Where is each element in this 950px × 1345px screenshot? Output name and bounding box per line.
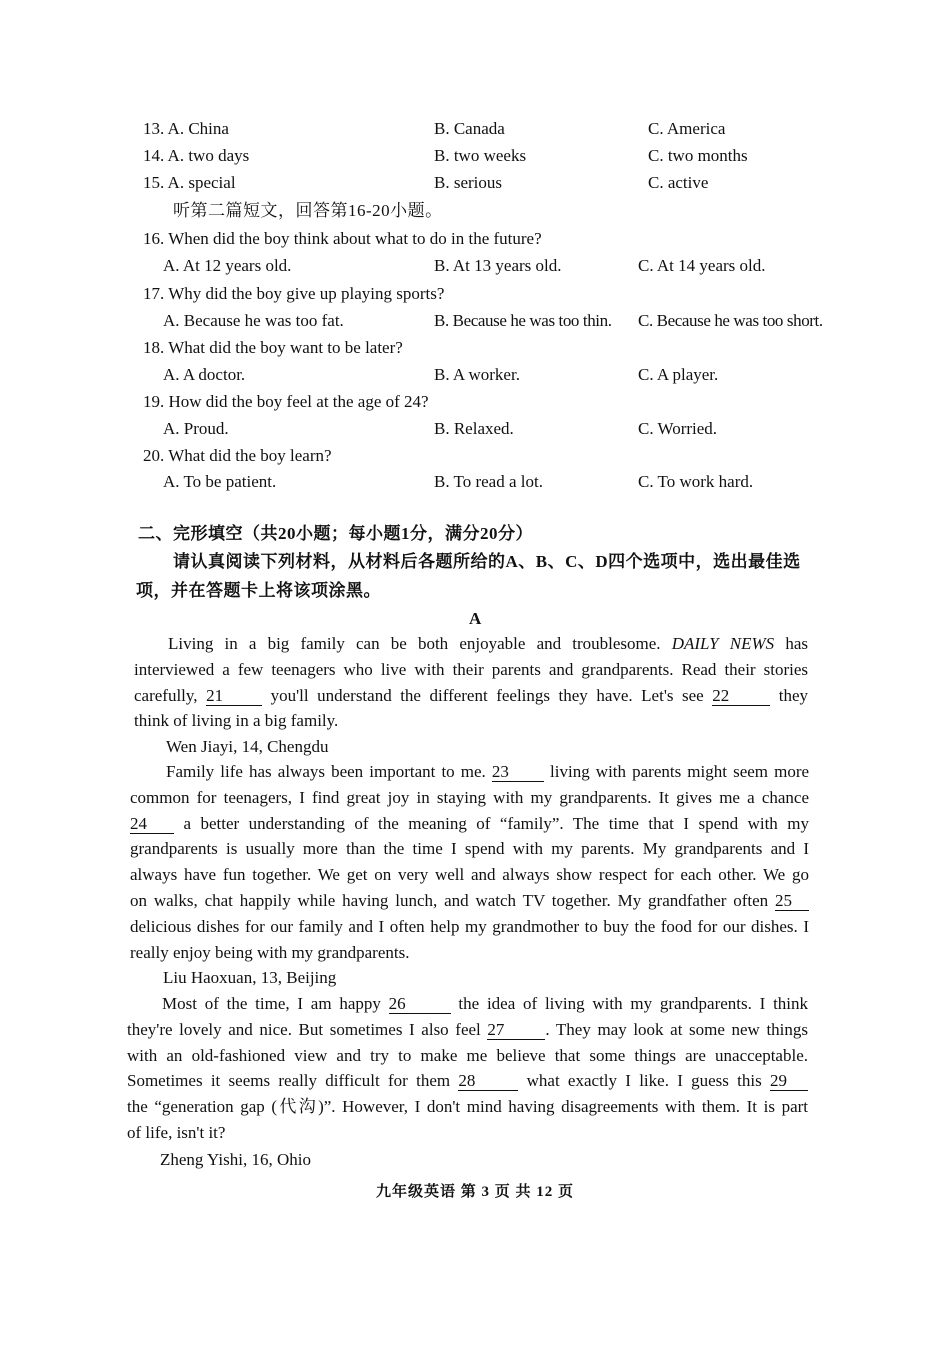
passage-intro [134,631,808,734]
option-a: A. At 12 years old. [163,256,292,275]
option-b: B. At 13 years old. [434,256,562,275]
option-c: C. Worried. [638,419,718,438]
interviewee-name-3: Zheng Yishi, 16, Ohio [160,1150,311,1169]
blank-27[interactable]: 27 [487,1021,545,1040]
paragraph-liu-haoxuan [127,991,808,1146]
text: the idea of living with my grandparents. I think [458,994,809,1013]
blank-28[interactable]: 28 [458,1072,518,1091]
p1-line-7: delicious dishes for our family and I often help my grandmother to buy the food for our dishes. I [130,916,809,936]
option-a: 14. A. two days [143,146,250,165]
question-14 [0,143,950,169]
question-16-options [0,253,950,279]
p1-line-4: grandparents is usually more than the time I spend with my parents. My grandparents and I [130,839,809,859]
p2-line-6: of life, isn't it? [127,1122,226,1142]
blank-23[interactable]: 23 [492,763,544,782]
intro-line-4: think of living in a big family. [134,711,339,731]
p1-line-2: common for teenagers, I find great joy in staying with my grandparents. It gives me a chance [130,787,809,807]
p1-line-3 [130,811,809,837]
option-b: B. serious [434,173,502,192]
text: carefully, [134,685,198,705]
option-b: B. two weeks [434,146,527,165]
option-b: B. Relaxed. [434,419,514,438]
p1-line-5: always have fun together. We get on very well and always show respect for each other. We go [130,865,809,885]
p1-line-1 [130,759,809,785]
text: Living in a big family can be both enjoyable and troublesome. [168,634,661,653]
text: what exactly I like. I guess this [526,1071,762,1091]
option-b: B. To read a lot. [434,472,543,491]
text: living with parents might seem more [550,762,810,781]
option-b: B. Because he was too thin. [434,311,612,330]
newspaper-title: DAILY NEWS [671,634,775,653]
interviewee-name-1: Wen Jiayi, 14, Chengdu [166,737,329,756]
question-19-options [0,416,950,442]
blank-21[interactable]: 21 [206,687,262,706]
blank-22[interactable]: 22 [712,687,770,706]
p1-line-6 [130,888,809,914]
text: on walks, chat happily while having lunch, and watch TV together. My grandfather often [130,890,769,910]
question-20-stem: 20. What did the boy learn? [143,446,332,465]
p2-line-3: with an old-fashioned view and try to make me believe that some things are unacceptable. [127,1045,808,1065]
p2-line-2 [127,1017,808,1043]
blank-26[interactable]: 26 [389,995,451,1014]
text: Sometimes it seems really difficult for them [127,1071,451,1091]
text: . They may look at some new things [545,1019,809,1039]
option-c: C. Because he was too short. [638,311,823,330]
text: has [785,634,809,653]
p1-line-8: really enjoy being with my grandparents. [130,942,410,962]
question-17-options [0,308,950,334]
text: you'll understand the different feelings they have. Let's see [270,685,704,705]
text: a better understanding of the meaning of “family”. The time that I spend with my [183,813,810,833]
option-c: C. active [648,173,709,192]
option-a: A. A doctor. [163,365,246,384]
option-c: C. America [648,119,726,138]
blank-25[interactable]: 25 [775,892,809,911]
blank-24[interactable]: 24 [130,815,174,834]
option-a: A. Proud. [163,419,229,438]
option-a: A. To be patient. [163,472,277,491]
question-17-stem: 17. Why did the boy give up playing sports? [143,284,445,303]
question-18-options [0,362,950,388]
option-b: B. A worker. [434,365,520,384]
text: Family life has always been important to me. [166,762,486,781]
text: they're lovely and nice. But sometimes I also feel [127,1019,481,1039]
option-c: C. A player. [638,365,719,384]
page-footer: 九年级英语 第 3 页 共 12 页 [375,1184,574,1200]
option-b: B. Canada [434,119,505,138]
section-instruction-line1: 请认真阅读下列材料，从材料后各题所给的A、B、C、D四个选项中，选出最佳选 [173,552,801,571]
intro-line-2: interviewed a few teenagers who live with their parents and grandparents. Read their stories [134,659,808,679]
option-c: C. two months [648,146,748,165]
interviewee-name-2: Liu Haoxuan, 13, Beijing [163,968,337,987]
p2-line-4 [127,1068,808,1094]
text: they [778,685,809,705]
question-16-stem: 16. When did the boy think about what to do in the future? [143,229,542,248]
question-18-stem: 18. What did the boy want to be later? [143,338,403,357]
question-15 [0,170,950,196]
option-a: 13. A. China [143,119,229,138]
p2-line-5: the “generation gap (代沟)”. However, I don't mind having disagreements with them. It is part [127,1097,808,1117]
intro-line-1 [134,631,808,657]
question-13 [0,116,950,142]
option-a: A. Because he was too fat. [163,311,344,330]
text: Most of the time, I am happy [162,994,381,1013]
option-c: C. At 14 years old. [638,256,766,275]
passage-label: A [469,609,482,628]
p2-line-1 [127,991,808,1017]
intro-line-3 [134,683,808,709]
section-title: 二、完形填空（共20小题；每小题1分，满分20分） [138,524,533,543]
option-c: C. To work hard. [638,472,754,491]
blank-29[interactable]: 29 [770,1072,808,1091]
section-instruction-line2: 项，并在答题卡上将该项涂黑。 [136,581,381,600]
passage2-instruction: 听第二篇短文，回答第16-20小题。 [173,201,443,220]
option-a: 15. A. special [143,173,236,192]
question-19-stem: 19. How did the boy feel at the age of 24? [143,392,429,411]
paragraph-wen-jiayi [130,759,809,965]
question-20-options [0,469,950,495]
